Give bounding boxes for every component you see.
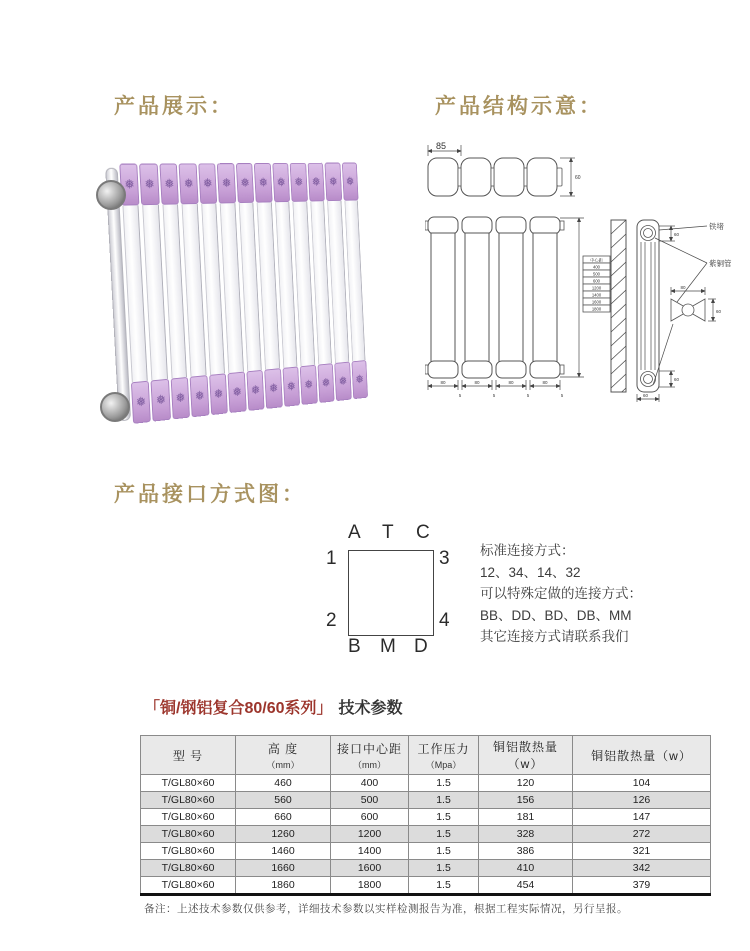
port-label-A: A bbox=[348, 522, 361, 543]
note-line: BB、DD、BD、DB、MM bbox=[480, 607, 632, 623]
table-cell: 126 bbox=[573, 792, 711, 809]
panel-cap bbox=[334, 362, 351, 401]
mini-table-cell: 600 bbox=[593, 278, 600, 284]
panel-cap bbox=[209, 373, 228, 415]
panel-cap bbox=[246, 370, 264, 411]
port-label-C: C bbox=[416, 522, 430, 543]
table-cell: T/GL80×60 bbox=[141, 775, 236, 792]
table-cell: 379 bbox=[573, 877, 711, 895]
radiator-body bbox=[105, 163, 368, 426]
spec-subtitle: 技术参数 bbox=[338, 700, 403, 717]
table-cell: 120 bbox=[479, 775, 573, 792]
table-cell: 1260 bbox=[236, 826, 331, 843]
note-line: 标准连接方式： bbox=[480, 543, 575, 558]
table-cell: 1.5 bbox=[409, 792, 479, 809]
mini-table-cell: 1200 bbox=[591, 285, 602, 291]
table-cell: 1600 bbox=[331, 860, 409, 877]
dim-top-circle: 60 bbox=[674, 232, 680, 237]
panel-cap bbox=[325, 163, 342, 201]
connection-square bbox=[348, 550, 434, 636]
panel-cap bbox=[190, 375, 209, 417]
mini-table-cell: 400 bbox=[593, 264, 600, 270]
port-label-4: 4 bbox=[439, 610, 450, 631]
col-heat-output-2: 铜铝散热量（w） bbox=[573, 736, 711, 775]
col-center-distance: 接口中心距 （mm） bbox=[331, 736, 409, 775]
section-cross-detail bbox=[653, 285, 722, 385]
dim-label-5: 5 bbox=[560, 393, 564, 398]
port-label-1: 1 bbox=[326, 548, 337, 569]
mini-table-cell: 1600 bbox=[591, 299, 602, 305]
series-title: 「铜/钢铝复合80/60系列」 bbox=[144, 700, 333, 717]
table-cell: 1.5 bbox=[409, 826, 479, 843]
spec-table bbox=[140, 735, 711, 896]
panel-cap bbox=[307, 163, 325, 202]
dim-label-5: 5 bbox=[526, 393, 530, 398]
port-label-B: B bbox=[348, 636, 361, 657]
col-height: 高 度 （mm） bbox=[236, 736, 331, 775]
col-heat-output-1: 铜铝散热量（w） bbox=[479, 736, 573, 775]
table-cell: T/GL80×60 bbox=[141, 843, 236, 860]
table-cell: 272 bbox=[573, 826, 711, 843]
panel-cap bbox=[282, 366, 300, 406]
table-row bbox=[141, 877, 711, 895]
table-cell: 1.5 bbox=[409, 775, 479, 792]
heading-product-structure: 产品结构示意： bbox=[435, 95, 603, 118]
col-pressure: 工作压力 （Mpa） bbox=[409, 736, 479, 775]
table-cell: 328 bbox=[479, 826, 573, 843]
dim-bottom-width: 60 bbox=[643, 393, 649, 398]
panel-cap bbox=[317, 363, 334, 403]
top-view-drawing bbox=[428, 142, 581, 196]
panel-cap bbox=[198, 163, 217, 204]
table-cell: T/GL80×60 bbox=[141, 809, 236, 826]
dim-label-5: 5 bbox=[492, 393, 496, 398]
table-row bbox=[141, 775, 711, 792]
table-cell: 400 bbox=[331, 775, 409, 792]
label-copper-pipe: 紫铜管 bbox=[709, 259, 732, 268]
valve-icon bbox=[96, 180, 126, 210]
connection-notes bbox=[480, 540, 715, 648]
heading-interface-diagram: 产品接口方式图： bbox=[114, 483, 306, 506]
table-cell: 1.5 bbox=[409, 809, 479, 826]
panel-cap bbox=[254, 163, 272, 203]
table-cell: 1400 bbox=[331, 843, 409, 860]
panel-cap bbox=[342, 163, 359, 201]
table-cell: 500 bbox=[331, 792, 409, 809]
table-cell: 1.5 bbox=[409, 860, 479, 877]
table-cell: 560 bbox=[236, 792, 331, 809]
dim-label-80: 80 bbox=[440, 380, 446, 385]
table-cell: 156 bbox=[479, 792, 573, 809]
panel-cap bbox=[300, 365, 318, 405]
front-view-drawing bbox=[425, 217, 610, 398]
center-distance-mini-table bbox=[583, 256, 610, 312]
table-row bbox=[141, 843, 711, 860]
panel-cap bbox=[290, 163, 308, 202]
table-footnote: 备注：上述技术参数仅供参考，详细技术参数以实样检测报告为准，根据工程实际情况，另行呈报。 bbox=[144, 903, 628, 915]
panel-cap bbox=[236, 163, 255, 203]
panel-cap bbox=[171, 377, 191, 419]
table-cell: 1660 bbox=[236, 860, 331, 877]
table-row bbox=[141, 860, 711, 877]
table-cell: 454 bbox=[479, 877, 573, 895]
table-cell: 1800 bbox=[331, 877, 409, 895]
panel-cap bbox=[140, 164, 160, 206]
dim-label-85: 85 bbox=[436, 142, 447, 151]
panel-cap bbox=[159, 163, 179, 204]
dim-label-80: 80 bbox=[542, 380, 548, 385]
table-cell: 1.5 bbox=[409, 843, 479, 860]
col-model: 型 号 bbox=[141, 736, 236, 775]
table-cell: 1200 bbox=[331, 826, 409, 843]
table-cell: 321 bbox=[573, 843, 711, 860]
table-header-row bbox=[141, 736, 711, 775]
panel-cap bbox=[179, 163, 199, 204]
port-label-T: T bbox=[382, 522, 394, 543]
panel-cap bbox=[228, 372, 247, 413]
table-cell: 342 bbox=[573, 860, 711, 877]
spec-section-title bbox=[144, 695, 403, 718]
panel-cap bbox=[264, 368, 282, 409]
mini-table-cell: 1800 bbox=[591, 306, 602, 312]
panel-cap bbox=[272, 163, 290, 202]
note-line: 可以特殊定做的连接方式： bbox=[480, 586, 642, 601]
dim-label-80: 80 bbox=[474, 380, 480, 385]
table-cell: 386 bbox=[479, 843, 573, 860]
product-photo-radiator bbox=[96, 150, 408, 442]
table-row bbox=[141, 792, 711, 809]
dim-label-80: 80 bbox=[508, 380, 514, 385]
table-cell: 460 bbox=[236, 775, 331, 792]
table-cell: 1460 bbox=[236, 843, 331, 860]
detail-dim-height: 60 bbox=[716, 309, 722, 314]
label-iron-plug: 铁堵 bbox=[709, 222, 724, 231]
table-cell: 1.5 bbox=[409, 877, 479, 895]
note-line: 12、34、14、32 bbox=[480, 564, 581, 580]
note-line: 其它连接方式请联系我们 bbox=[480, 629, 629, 644]
valve-icon bbox=[100, 392, 130, 422]
connection-diagram bbox=[325, 522, 465, 657]
port-label-3: 3 bbox=[439, 548, 450, 569]
table-row bbox=[141, 826, 711, 843]
detail-dim-width: 80 bbox=[680, 285, 686, 290]
panel-cap bbox=[151, 379, 171, 422]
mini-table-cell: 1400 bbox=[591, 292, 602, 298]
table-cell: T/GL80×60 bbox=[141, 877, 236, 895]
panel-cap bbox=[351, 360, 368, 399]
table-cell: 104 bbox=[573, 775, 711, 792]
mini-table-cell: 500 bbox=[593, 271, 600, 277]
port-label-2: 2 bbox=[326, 610, 337, 631]
side-view-drawing bbox=[611, 220, 732, 402]
port-label-D: D bbox=[414, 636, 428, 657]
panel-cap bbox=[131, 381, 151, 424]
dim-label-5: 5 bbox=[458, 393, 462, 398]
dim-bottom-circle: 60 bbox=[674, 377, 680, 382]
mini-table-cell: 中心距 bbox=[590, 257, 603, 263]
heading-product-display: 产品展示： bbox=[114, 95, 234, 118]
dim-label-60: 60 bbox=[575, 175, 581, 181]
table-row bbox=[141, 809, 711, 826]
panel-cap bbox=[217, 163, 236, 203]
table-cell: T/GL80×60 bbox=[141, 860, 236, 877]
table-cell: T/GL80×60 bbox=[141, 826, 236, 843]
port-label-M: M bbox=[380, 636, 396, 657]
table-cell: 410 bbox=[479, 860, 573, 877]
table-cell: 181 bbox=[479, 809, 573, 826]
table-cell: 600 bbox=[331, 809, 409, 826]
table-cell: 660 bbox=[236, 809, 331, 826]
structure-drawing bbox=[425, 142, 745, 407]
table-cell: 147 bbox=[573, 809, 711, 826]
table-cell: T/GL80×60 bbox=[141, 792, 236, 809]
table-cell: 1860 bbox=[236, 877, 331, 895]
